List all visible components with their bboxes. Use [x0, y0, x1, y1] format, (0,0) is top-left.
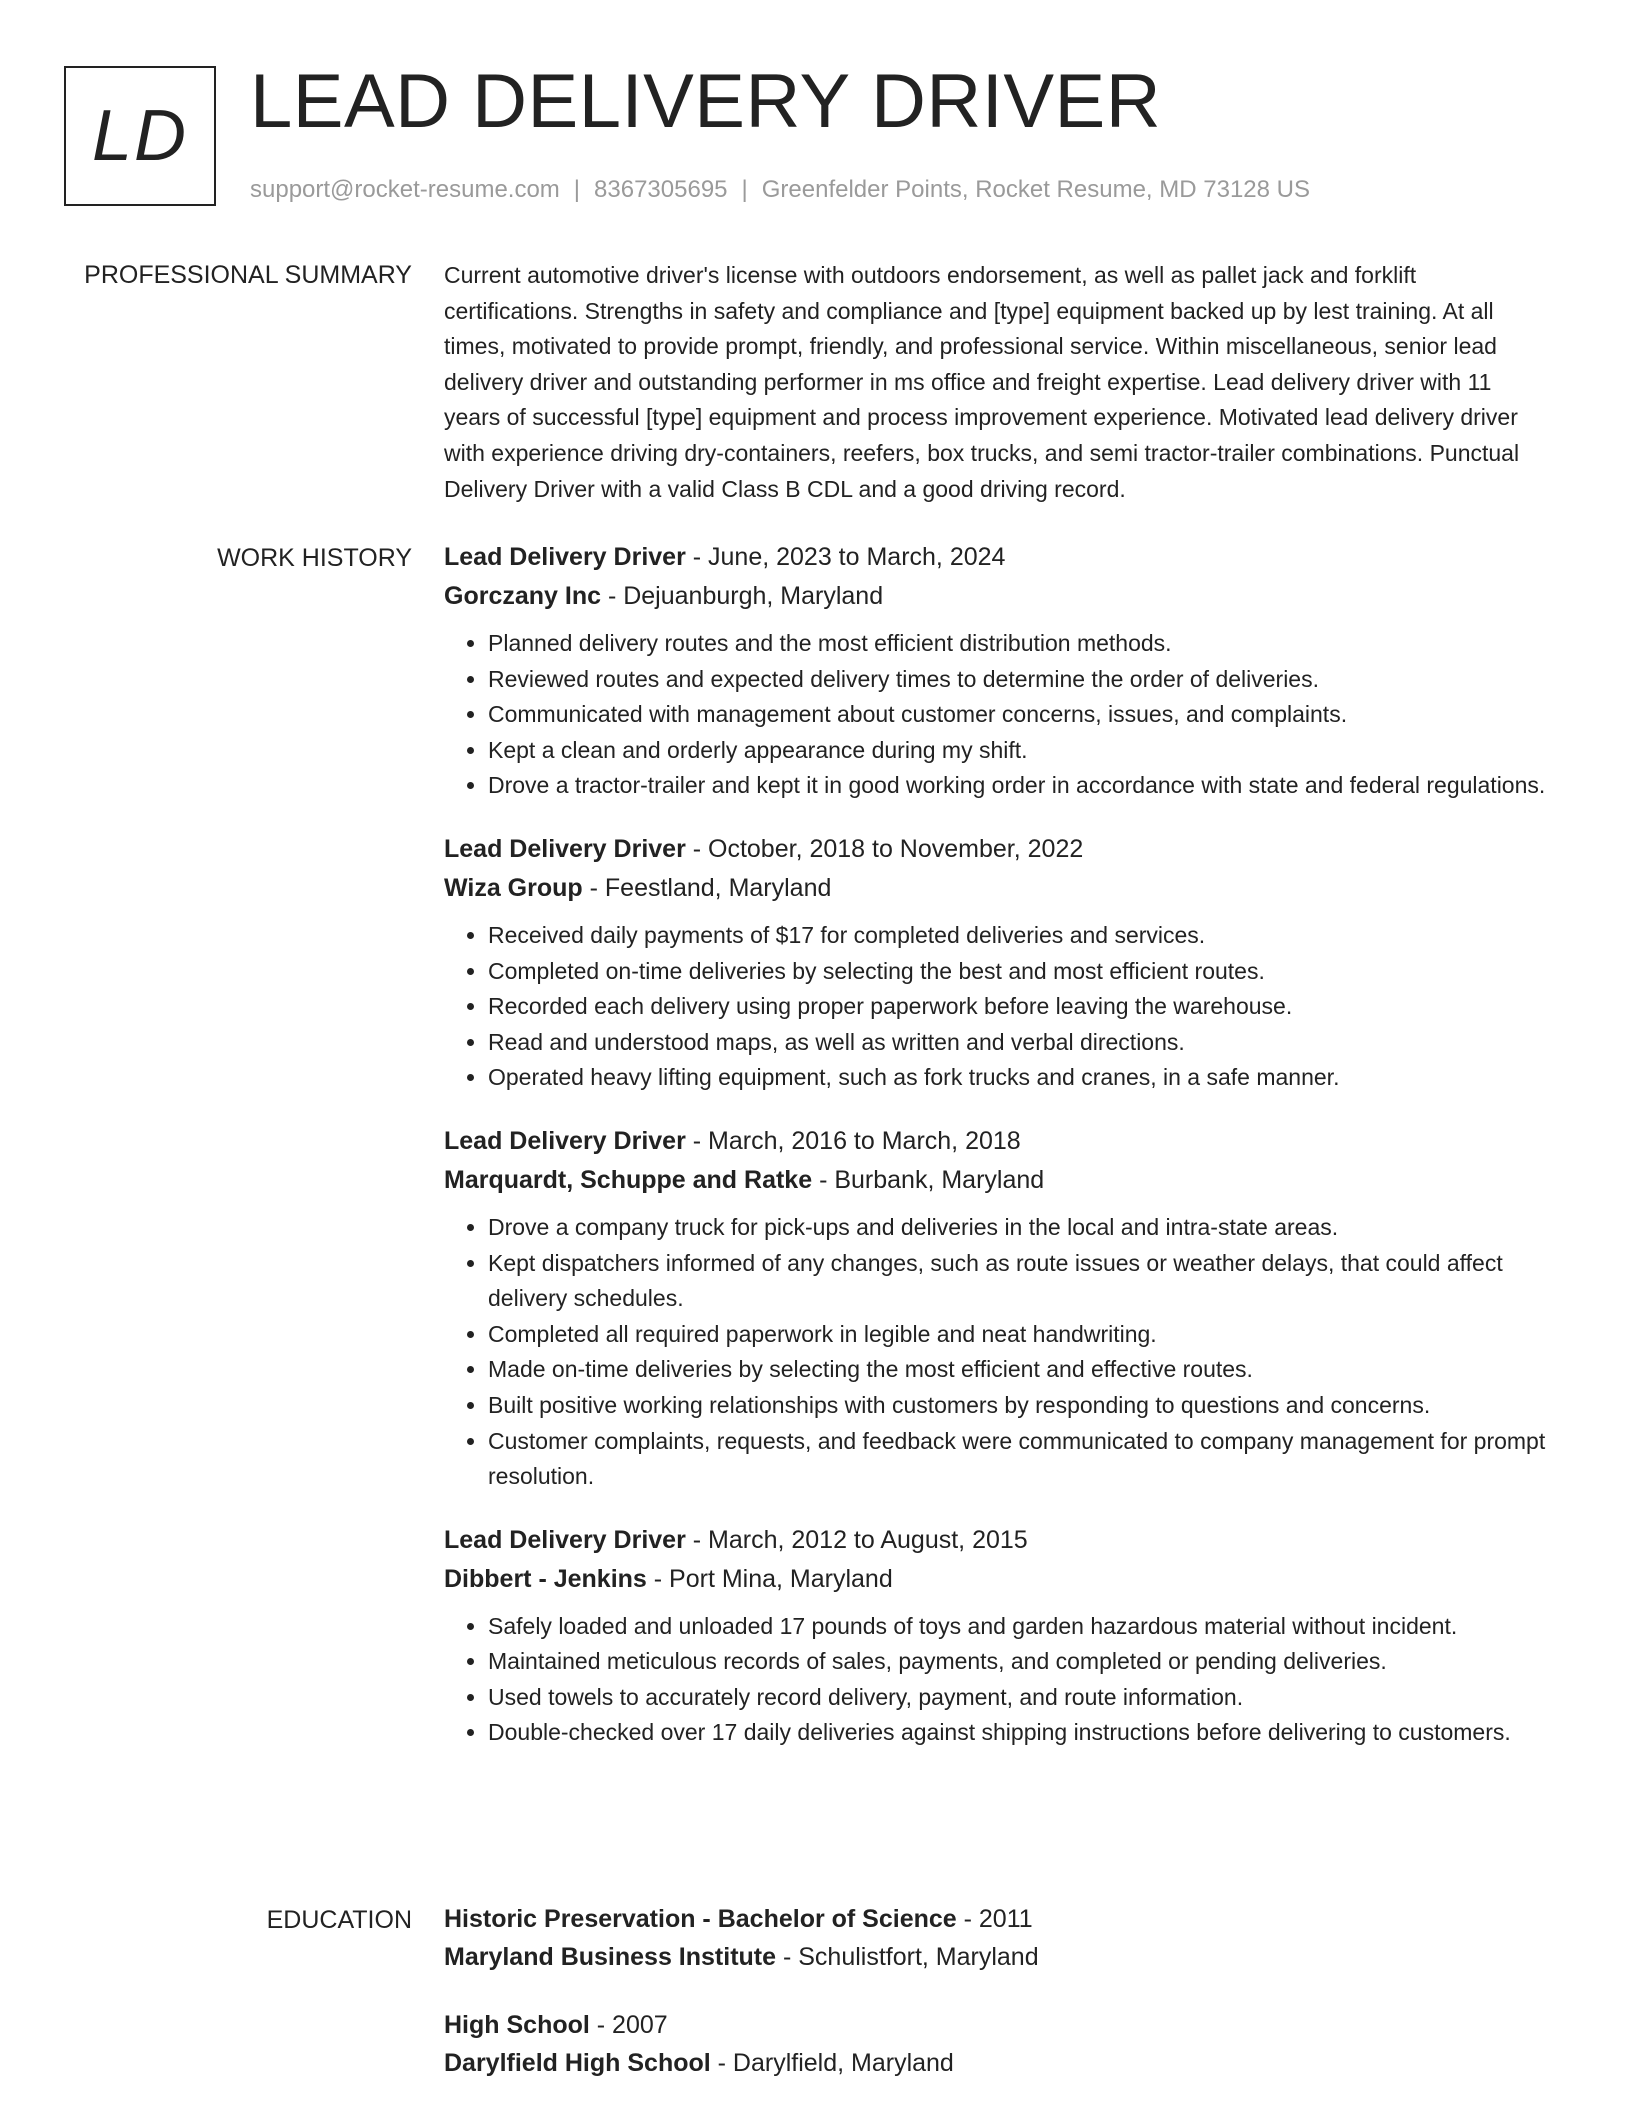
- job-entry: [444, 1122, 1554, 1495]
- job-title-line: [444, 830, 1554, 869]
- job-duty-item: • Built positive working relationships with customers by responding to questions and concerns.: [488, 1388, 1554, 1424]
- job-duty-item: • Recorded each delivery using proper paperwork before leaving the warehouse.: [488, 989, 1554, 1025]
- job-dates: - June, 2023 to March, 2024: [685, 543, 1006, 571]
- education-school: Darylfield High School: [444, 2049, 711, 2077]
- education-entry: [444, 2006, 1554, 2082]
- section-label-summary: PROFESSIONAL SUMMARY: [84, 261, 412, 289]
- job-dates: - March, 2016 to March, 2018: [685, 1126, 1021, 1155]
- education-school-line: [444, 2044, 1554, 2082]
- job-entry: [444, 830, 1554, 1096]
- contact-phone[interactable]: 8367305695: [594, 176, 728, 203]
- job-duty-item: • Safely loaded and unloaded 17 pounds of toys and garden hazardous material without incident.: [488, 1609, 1554, 1645]
- contact-separator: |: [573, 176, 581, 203]
- job-entry: [444, 538, 1554, 804]
- education-degree-line: [444, 2006, 1554, 2044]
- job-duty-item: • Completed on-time deliveries by selecting the best and most efficient routes.: [488, 954, 1554, 990]
- contact-email[interactable]: support@rocket-resume.com: [250, 176, 560, 203]
- job-duty-item: • Kept dispatchers informed of any changes, such as route issues or weather delays, that could affect delivery schedules.: [488, 1246, 1554, 1317]
- education-location: - Darylfield, Maryland: [710, 2049, 954, 2077]
- job-duties-list: [444, 1210, 1554, 1495]
- job-title-line: [444, 1521, 1554, 1560]
- monogram-box: [64, 66, 216, 206]
- contact-separator: |: [741, 176, 748, 203]
- job-company-line: [444, 577, 1554, 616]
- contact-address: Greenfelder Points, Rocket Resume, MD 73128 US: [761, 176, 1310, 203]
- job-company-line: [444, 1560, 1554, 1599]
- resume-title: LEAD DELIVERY DRIVER: [250, 59, 1162, 144]
- job-title-line: [444, 538, 1554, 577]
- job-duties-list: [444, 626, 1554, 804]
- job-company: Wiza Group: [444, 873, 583, 902]
- job-company: Marquardt, Schuppe and Ratke: [444, 1165, 813, 1194]
- education-year: - 2007: [589, 2011, 668, 2039]
- education-school: Maryland Business Institute: [444, 1943, 777, 1971]
- job-location: - Dejuanburgh, Maryland: [601, 582, 884, 610]
- summary-section: [444, 258, 1554, 507]
- job-duty-item: • Communicated with management about customer concerns, issues, and complaints.: [488, 697, 1554, 733]
- job-duty-item: • Maintained meticulous records of sales, payments, and completed or pending deliveries.: [488, 1644, 1554, 1680]
- job-duty-item: • Received daily payments of $17 for completed deliveries and services.: [488, 918, 1554, 954]
- job-title: Lead Delivery Driver: [444, 1525, 686, 1554]
- education-entry: [444, 1900, 1554, 1976]
- contact-line: [250, 174, 1310, 206]
- job-title: Lead Delivery Driver: [444, 543, 686, 571]
- education-degree: High School: [444, 2011, 590, 2039]
- job-duty-item: • Reviewed routes and expected delivery times to determine the order of deliveries.: [488, 662, 1554, 698]
- job-company: Gorczany Inc: [444, 582, 601, 610]
- education-degree-line: [444, 1900, 1554, 1938]
- monogram-initials: LD: [91, 96, 189, 176]
- job-duty-item: • Read and understood maps, as well as written and verbal directions.: [488, 1025, 1554, 1061]
- job-duty-item: • Planned delivery routes and the most efficient distribution methods.: [488, 626, 1554, 662]
- summary-text: Current automotive driver's license with outdoors endorsement, as well as pallet jack and forklift certifications. Strengths in safety and compliance and [type] equipment backed up by lest training. At all times, motivated to provide prompt, friendly, and professional service. Within miscellaneous, senior lead delivery driver and outstanding performer in ms office and freight expertise. Lead delivery driver with 11 years of successful [type] equipment and process improvement experience. Motivated lead delivery driver with experience driving dry-containers, reefers, box trucks, and semi tractor-trailer combinations. Punctual Delivery Driver with a valid Class B CDL and a good driving record.: [444, 262, 1520, 502]
- job-duties-list: [444, 918, 1554, 1096]
- job-duties-list: [444, 1609, 1554, 1751]
- job-dates: - October, 2018 to November, 2022: [685, 834, 1084, 863]
- job-company: Dibbert - Jenkins: [444, 1564, 647, 1593]
- section-label-education: EDUCATION: [266, 1906, 412, 1934]
- job-duty-item: • Double-checked over 17 daily deliveries against shipping instructions before delivering to customers.: [488, 1715, 1554, 1751]
- job-dates: - March, 2012 to August, 2015: [685, 1525, 1028, 1554]
- education-school-line: [444, 1938, 1554, 1976]
- job-duty-item: • Customer complaints, requests, and feedback were communicated to company management for prompt resolution.: [488, 1424, 1554, 1495]
- job-location: - Port Mina, Maryland: [646, 1564, 893, 1593]
- job-entry: [444, 1521, 1554, 1751]
- education-year: - 2011: [956, 1905, 1033, 1933]
- job-duty-item: • Completed all required paperwork in legible and neat handwriting.: [488, 1317, 1554, 1353]
- job-duty-item: • Kept a clean and orderly appearance during my shift.: [488, 733, 1554, 769]
- education-section: [444, 1900, 1554, 2112]
- job-location: - Feestland, Maryland: [582, 873, 832, 902]
- job-company-line: [444, 1161, 1554, 1200]
- job-duty-item: • Drove a company truck for pick-ups and deliveries in the local and intra-state areas.: [488, 1210, 1554, 1246]
- job-duty-item: • Drove a tractor-trailer and kept it in good working order in accordance with state and federal regulations.: [488, 768, 1554, 804]
- work-history-section: [444, 538, 1554, 1777]
- job-company-line: [444, 869, 1554, 908]
- education-degree: Historic Preservation - Bachelor of Science: [444, 1905, 957, 1933]
- job-duty-item: • Made on-time deliveries by selecting the most efficient and effective routes.: [488, 1352, 1554, 1388]
- job-duty-item: • Operated heavy lifting equipment, such as fork trucks and cranes, in a safe manner.: [488, 1060, 1554, 1096]
- job-title: Lead Delivery Driver: [444, 834, 686, 863]
- section-label-work: WORK HISTORY: [217, 544, 412, 572]
- job-title: Lead Delivery Driver: [444, 1126, 686, 1155]
- education-location: - Schulistfort, Maryland: [776, 1943, 1039, 1971]
- job-title-line: [444, 1122, 1554, 1161]
- job-duty-item: • Used towels to accurately record delivery, payment, and route information.: [488, 1680, 1554, 1716]
- job-location: - Burbank, Maryland: [812, 1165, 1045, 1194]
